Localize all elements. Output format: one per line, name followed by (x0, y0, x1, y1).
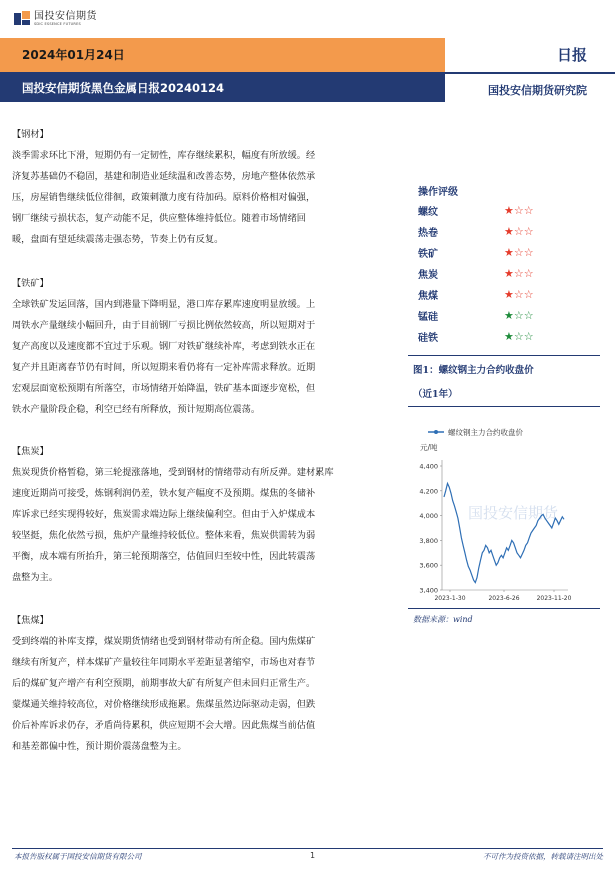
text-line: 蒙煤通关维持较高位，对价格继续形成拖累。焦煤虽然边际驱动走弱，但跌 (12, 699, 316, 710)
text-line: 济复苏基础仍不稳固，基建和制造业延续温和改善态势，房地产整体依然承 (12, 171, 316, 182)
header-right-area (445, 38, 615, 72)
logo-en-text: SDIC ESSENCE FUTURES (34, 21, 81, 26)
footer-copyright: 本报告版权属于国投安信期货有限公司 (14, 852, 142, 861)
section-heading-coking-coal: 【焦煤】 (12, 615, 49, 626)
text-line: 暖，盘面有望延续震荡走强态势，节奏上仍有反复。 (12, 234, 224, 245)
text-line: 平衡，成本端有所抬升，第三轮预期落空，估值回归至较中性，因此转震荡 (12, 551, 316, 562)
section-heading-coke: 【焦炭】 (12, 446, 49, 457)
y-tick-label: 3,400 (419, 586, 438, 595)
rating-name: 螺纹 (418, 207, 438, 218)
company-logo (14, 8, 97, 30)
logo-mark-icon (14, 11, 30, 27)
rating-row (418, 284, 578, 305)
y-tick-label: 4,400 (419, 462, 438, 471)
y-tick-label: 4,000 (419, 512, 438, 521)
section-body-coking-coal (12, 631, 397, 757)
x-tick-label: 2023-6-26 (488, 595, 520, 602)
text-line: 复产高度以及速度都不宜过于乐观。钢厂对铁矿继续补库，考虑到铁水正在 (12, 341, 316, 352)
report-title: 国投安信期货黑色金属日报20240124 (22, 81, 225, 95)
footer-divider (12, 848, 603, 849)
text-line: 速度近期尚可接受，炼钢利润仍差，铁水复产幅度不及预期。煤焦的冬储补 (12, 488, 316, 499)
y-tick-label: 4,200 (419, 487, 438, 496)
chart-watermark: 国投安信期货 (468, 504, 559, 522)
text-line: 周铁水产量继续小幅回升，由于目前钢厂亏损比例依然较高，所以短期对于 (12, 320, 316, 331)
legend-label: 螺纹钢主力合约收盘价 (448, 428, 523, 437)
legend-marker (434, 430, 438, 434)
rating-name: 锰硅 (418, 312, 438, 323)
text-line: 盘整为主。 (12, 572, 58, 583)
rating-name: 铁矿 (418, 249, 438, 260)
rating-row (418, 221, 578, 242)
rating-list (418, 200, 578, 347)
rating-row (418, 242, 578, 263)
y-axis-label: 元/吨 (420, 443, 438, 452)
rating-stars: ★☆☆ (504, 267, 534, 280)
rebar-price-chart (408, 418, 600, 608)
rating-title: 操作评级 (418, 187, 458, 198)
logo-text: 国投安信期货 (34, 10, 97, 22)
rating-name: 焦煤 (418, 291, 438, 302)
rating-row (418, 326, 578, 347)
y-tick-label: 3,600 (419, 561, 438, 570)
rating-stars: ★☆☆ (504, 246, 534, 259)
chart-svg (408, 418, 600, 608)
figure-title-divider (408, 406, 600, 407)
footer-disclaimer: 不可作为投资依据，转载请注明出处 (483, 852, 603, 861)
section-heading-iron-ore: 【铁矿】 (12, 278, 49, 289)
rating-stars: ★☆☆ (504, 204, 534, 217)
series-line-rebar (444, 483, 564, 582)
section-body-iron-ore (12, 294, 397, 420)
text-line: 价后补库诉求仍存，矛盾尚待累积，供应短期不会大增。因此焦煤当前估值 (12, 720, 316, 731)
figure-title: 图1：螺纹钢主力合约收盘价 (413, 365, 534, 376)
report-type: 日报 (556, 46, 587, 64)
figure-subtitle: （近1年） (413, 389, 458, 400)
text-line: 受到终端的补库支撑，煤炭期货情绪也受到钢材带动有所企稳。国内焦煤矿 (12, 636, 316, 647)
text-line: 压，房屋销售继续低位徘徊，政策刺激力度有待加码。原料价格相对偏强， (12, 192, 316, 203)
header-divider (445, 72, 615, 74)
rating-name: 硅铁 (418, 333, 438, 344)
text-line: 较坚挺，焦化依然亏损，焦炉产量维持较低位。整体来看，焦炭供需转为弱 (12, 530, 316, 541)
text-line: 库诉求已经实现得较好，焦炭需求端边际上继续偏利空。但由于入炉煤成本 (12, 509, 316, 520)
figure-bottom-line (408, 608, 600, 609)
rating-stars: ★☆☆ (504, 288, 534, 301)
text-line: 宏观层面宽松预期有所落空，市场情绪开始降温，铁矿基本面逐步宽松，但 (12, 383, 316, 394)
section-body-steel (12, 145, 397, 250)
data-source: 数据来源：wind (413, 615, 473, 624)
rating-row (418, 263, 578, 284)
report-date: 2024年01月24日 (22, 48, 125, 62)
text-line: 全球铁矿发运回落，国内到港量下降明显，港口库存累库速度明显放缓。上 (12, 299, 316, 310)
x-tick-label: 2023-11-20 (536, 595, 572, 602)
text-line: 继续有所复产，样本煤矿产量较往年同期水平差距显著缩窄，市场也对春节 (12, 657, 316, 668)
text-line: 后的煤矿复产增产有利空预期，前期事故大矿有所复产但未回归正常生产。 (12, 678, 316, 689)
section-body-coke (12, 462, 397, 588)
text-line: 淡季需求环比下滑，短期仍有一定韧性，库存继续累积，幅度有所放缓。经 (12, 150, 316, 161)
y-tick-label: 3,800 (419, 536, 438, 545)
x-tick-label: 2023-1-30 (434, 595, 466, 602)
figure-top-line (408, 355, 600, 356)
rating-stars: ★☆☆ (504, 309, 534, 322)
institute-name: 国投安信期货研究院 (488, 84, 587, 97)
rating-stars: ★☆☆ (504, 330, 534, 343)
rating-name: 热卷 (418, 228, 438, 239)
rating-stars: ★☆☆ (504, 225, 534, 238)
text-line: 和基差都偏中性，预计期价震荡盘整为主。 (12, 741, 187, 752)
text-line: 铁水产量阶段企稳，利空已经有所释放，预计短期高位震荡。 (12, 404, 261, 415)
text-line: 焦炭现货价格暂稳，第三轮提涨落地，受到钢材的情绪带动有所反弹。建材累库 (12, 467, 334, 478)
rating-row (418, 305, 578, 326)
page-number: 1 (310, 851, 316, 860)
rating-name: 焦炭 (418, 270, 438, 281)
rating-row (418, 200, 578, 221)
text-line: 复产并且距离春节仍有时间，所以短期来看仍将有一定补库需求释放。近期 (12, 362, 316, 373)
text-line: 钢厂继续亏损状态，复产动能不足，供应整体维持低位。随着市场情绪回 (12, 213, 306, 224)
section-heading-steel: 【钢材】 (12, 129, 49, 140)
